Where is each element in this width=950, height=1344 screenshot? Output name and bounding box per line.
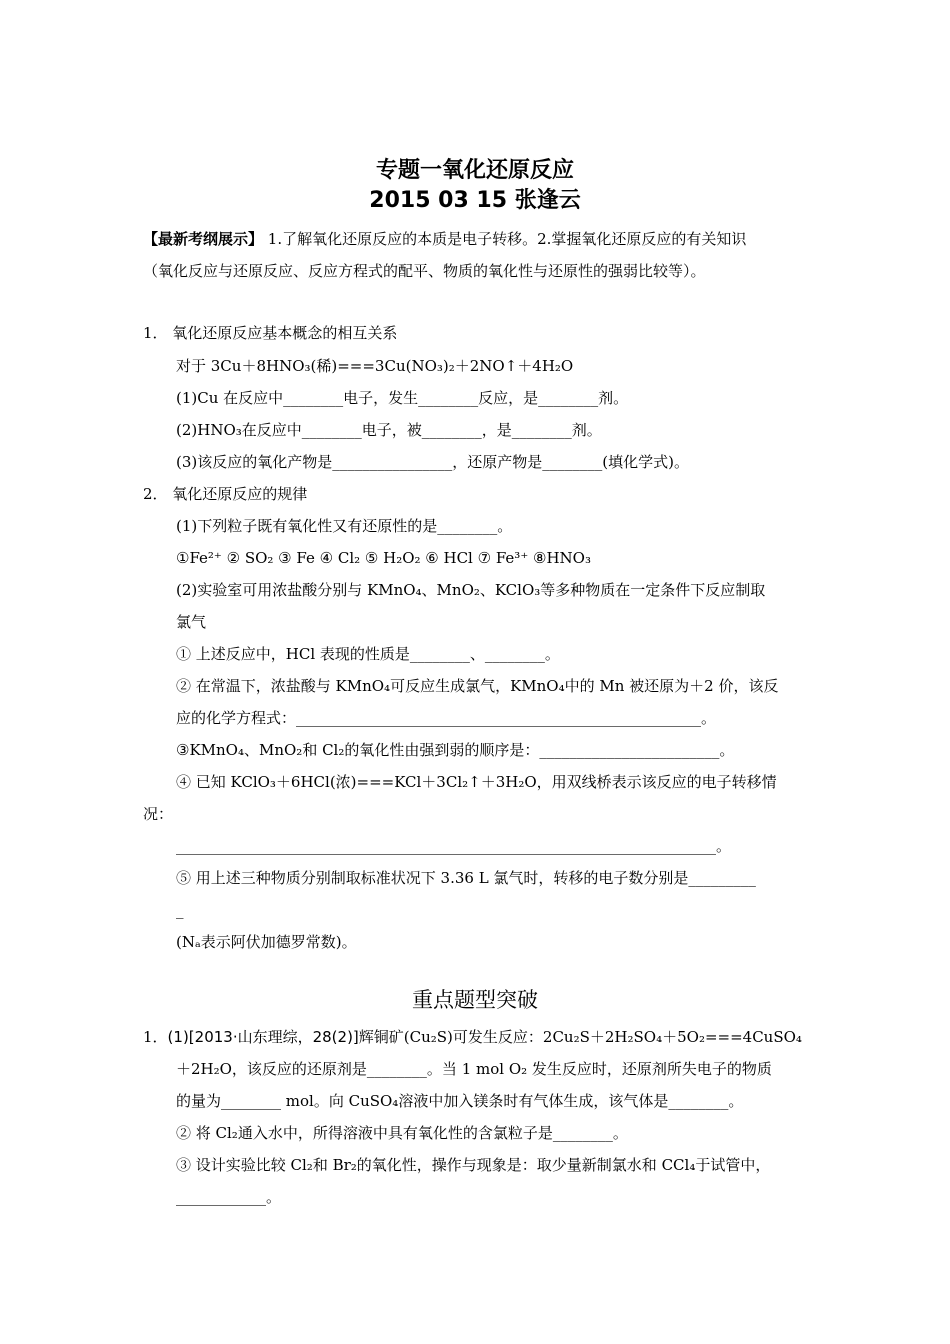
q1-part-3: (3)该反应的氧化产物是________________，还原产物是________(填化学式)。	[176, 453, 689, 471]
p1-number: 1．	[143, 1028, 168, 1046]
p1-line-2: ＋2H₂O，该反应的还原剂是________。当 1 mol O₂ 发生反应时，还原剂所失电子的物质	[176, 1060, 772, 1078]
title-line-1: 专题一氧化还原反应	[375, 158, 574, 183]
exam-outline-text: 1.了解氧化还原反应的本质是电子转移。2.掌握氧化还原反应的有关知识	[263, 230, 747, 248]
q2-part-1: (1)下列粒子既有氧化性又有还原性的是________。	[176, 517, 513, 535]
q2-sub-5-line-1: ⑤ 用上述三种物质分别制取标准状况下 3.36 L 氯气时，转移的电子数分别是_________	[176, 869, 756, 887]
q2-part-2-line-2: 氯气	[176, 613, 207, 631]
exam-outline-line-2: （氧化反应与还原反应、反应方程式的配平、物质的氧化性与还原性的强弱比较等）。	[143, 262, 706, 280]
p1-text: 辉铜矿(Cu₂S)可发生反应：2Cu₂S＋2H₂SO₄＋5O₂===4CuSO₄	[358, 1028, 802, 1046]
q2-sub-2-line-1: ② 在常温下，浓盐酸与 KMnO₄可反应生成氯气，KMnO₄中的 Mn 被还原为＋2 价，该反	[176, 677, 779, 695]
q2-sub-5-note: (Nₐ表示阿伏加德罗常数)。	[176, 933, 357, 951]
title-line-2: 2015 03 15 张逢云	[369, 188, 581, 213]
section-heading: 重点题型突破	[412, 988, 538, 1012]
q2-sub-4-line-2: 况：	[143, 805, 174, 823]
q2-sub-5-line-2: _	[176, 901, 184, 919]
q2-sub-4-line-1: ④ 已知 KClO₃＋6HCl(浓)===KCl＋3Cl₂↑＋3H₂O，用双线桥表示该反应的电子转移情	[176, 773, 777, 791]
p1-line-6: ____________。	[176, 1188, 282, 1206]
p1-source: (1)[2013·山东理综，28(2)]	[167, 1028, 359, 1046]
p1-line-4: ② 将 Cl₂通入水中，所得溶液中具有氧化性的含氯粒子是________。	[176, 1124, 628, 1142]
q1-heading: 1． 氧化还原反应基本概念的相互关系	[143, 324, 398, 342]
exam-outline-tag: 【最新考纲展示】	[143, 230, 264, 248]
q1-part-1: (1)Cu 在反应中________电子，发生________反应，是________剂。	[176, 389, 629, 407]
q1-equation: 对于 3Cu＋8HNO₃(稀)===3Cu(NO₃)₂＋2NO↑＋4H₂O	[176, 357, 574, 375]
q2-sub-1: ① 上述反应中，HCl 表现的性质是________、________。	[176, 645, 560, 663]
q2-heading: 2． 氧化还原反应的规律	[143, 485, 308, 503]
q2-sub-3: ③KMnO₄、MnO₂和 Cl₂的氧化性由强到弱的顺序是：________________________。	[176, 741, 735, 759]
p1-line-1	[143, 1026, 802, 1048]
exam-outline-line-1	[143, 228, 746, 250]
p1-line-3: 的量为________ mol。向 CuSO₄溶液中加入镁条时有气体生成，该气体是________。	[176, 1092, 744, 1110]
q2-sub-4-answer-line: ________________________________________________________________________。	[176, 837, 732, 855]
q2-part-2-line-1: (2)实验室可用浓盐酸分别与 KMnO₄、MnO₂、KClO₃等多种物质在一定条件下反应制取	[176, 581, 766, 599]
q1-part-2: (2)HNO₃在反应中________电子，被________，是________剂。	[176, 421, 602, 439]
q2-species-list: ①Fe²⁺ ② SO₂ ③ Fe ④ Cl₂ ⑤ H₂O₂ ⑥ HCl ⑦ Fe³⁺ ⑧HNO₃	[176, 549, 591, 567]
q2-sub-2-line-2: 应的化学方程式：______________________________________________________。	[176, 709, 717, 727]
p1-line-5: ③ 设计实验比较 Cl₂和 Br₂的氧化性，操作与现象是：取少量新制氯水和 CCl₄于试管中，	[176, 1156, 771, 1174]
